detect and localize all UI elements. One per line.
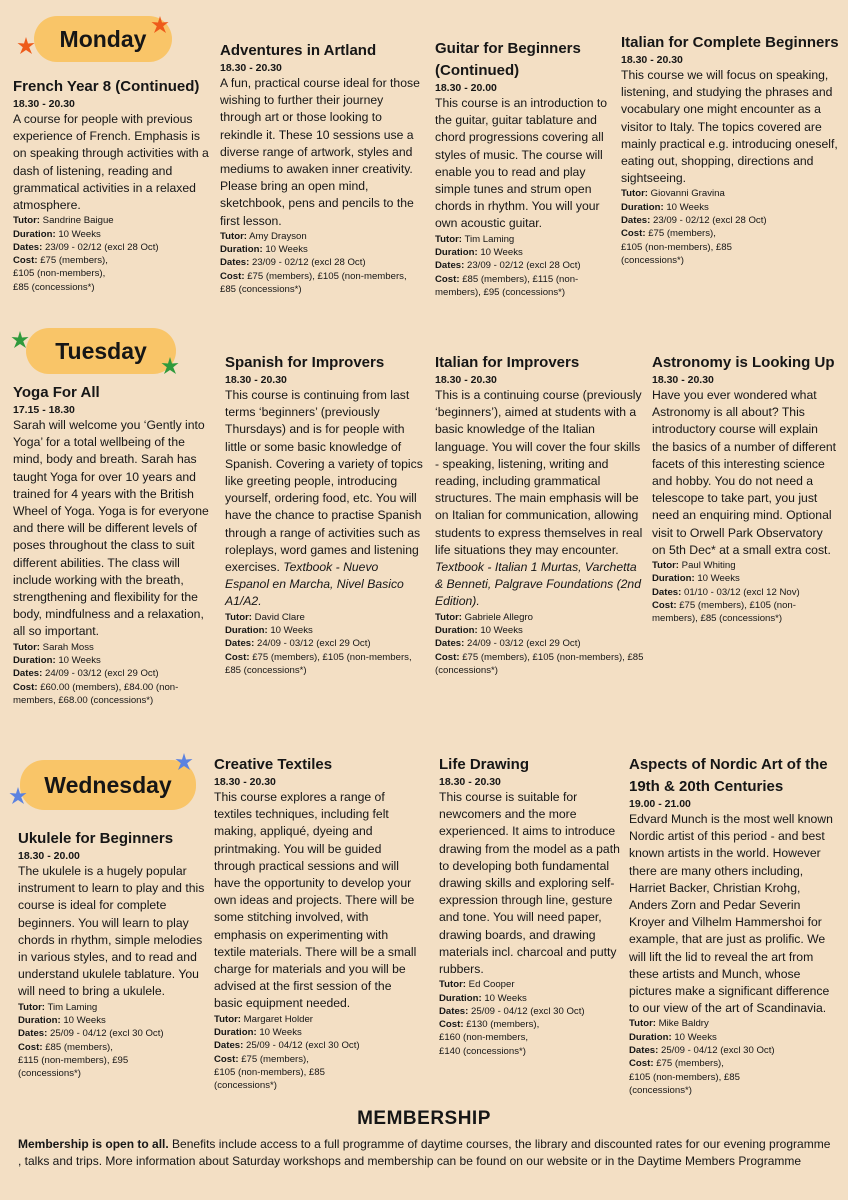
course-tutor: Tutor: David Clare: [225, 611, 305, 623]
course-title: Creative Textiles: [214, 756, 333, 773]
course-dates: Dates: 23/09 - 02/12 (excl 28 Oct): [621, 215, 767, 227]
course-tutor: Tutor: Sandrine Baigue: [13, 215, 114, 227]
course-spanish: [225, 352, 423, 677]
course-tutor: Tutor: Margaret Holder: [214, 1013, 313, 1025]
course-time: 19.00 - 21.00: [629, 798, 691, 810]
course-description: The ukulele is a hugely popular instrument to learn to play and this course is ideal for complete beginners. You will learn to play chords in rhythm, simple melodies in various styles, and to read and understand ukulele tablature. You will need to bring a ukulele.: [18, 864, 205, 999]
course-time: 18.30 - 20.30: [621, 54, 683, 66]
course-tutor: Tutor: Mike Baldry: [629, 1018, 709, 1030]
course-title: Italian for Improvers: [435, 354, 580, 371]
course-cost: Cost: £75 (members), £105 (non-members), £85 (concessions*): [621, 228, 732, 266]
course-tutor: Tutor: Tim Laming: [435, 233, 515, 245]
course-dates: Dates: 23/09 - 02/12 (excl 28 Oct): [13, 241, 159, 253]
course-duration: Duration: 10 Weeks: [220, 244, 308, 256]
course-duration: Duration: 10 Weeks: [652, 573, 740, 585]
course-ukulele: [18, 828, 208, 1080]
course-yoga: [13, 382, 213, 707]
day-label: Tuesday: [55, 337, 147, 364]
course-cost: Cost: £75 (members), £105 (non-members), £85 (concessions*): [13, 255, 108, 293]
course-dates: Dates: 24/09 - 03/12 (excl 29 Oct): [13, 668, 159, 680]
course-dates: Dates: 25/09 - 04/12 (excl 30 Oct): [18, 1028, 164, 1040]
course-duration: Duration: 10 Weeks: [621, 201, 709, 213]
course-description: This is a continuing course (previously ‘beginners’), aimed at students with a basic knowledge of the Italian language. You will cover the four skills - speaking, listening, writing and reading, including grammatical structures. The main emphasis will be on Italian for communication, allowing students to express themselves in real life situations they may encounter. Textbook - Italian 1 Murtas, Varchetta & Benneti, Palgrave Foundations (2nd Edition).: [435, 388, 643, 609]
course-title: Aspects of Nordic Art of the 19th & 20th Centuries: [629, 756, 828, 795]
course-tutor: Tutor: Paul Whiting: [652, 560, 736, 572]
course-description: This course is continuing from last terms ‘beginners’ (previously Thursdays) and is for people with little or some basic knowledge of Spanish. Covering a variety of topics like greeting people, introducing yourself, ordering food, etc. You will have the chance to practise Spanish through a range of activities such as roleplays, word games and listening exercises. Textbook - Nuevo Espanol en Marcha, Nivel Basico A1/A2.: [225, 388, 423, 609]
course-nordic: [629, 754, 837, 1097]
course-guitar: [435, 38, 617, 299]
course-time: 18.30 - 20.30: [13, 98, 75, 110]
course-time: 18.30 - 20.00: [18, 850, 80, 862]
course-time: 18.30 - 20.30: [214, 776, 276, 788]
course-french: [13, 76, 209, 294]
course-tutor: Tutor: Ed Cooper: [439, 979, 515, 991]
course-life-drawing: [439, 754, 621, 1058]
course-dates: Dates: 01/10 - 03/12 (excl 12 Nov): [652, 586, 800, 598]
course-time: 17.15 - 18.30: [13, 404, 75, 416]
course-time: 18.30 - 20.00: [435, 82, 497, 94]
course-duration: Duration: 10 Weeks: [225, 624, 313, 636]
course-title: Italian for Complete Beginners: [621, 34, 839, 51]
course-dates: Dates: 23/09 - 02/12 (excl 28 Oct): [435, 260, 581, 272]
course-title: Life Drawing: [439, 756, 530, 773]
course-cost: Cost: £85 (members), £115 (non-members), £95 (concessions*): [435, 273, 579, 298]
course-time: 18.30 - 20.30: [225, 374, 287, 386]
course-cost: Cost: £130 (members), £160 (non-members, £140 (concessions*): [439, 1019, 540, 1057]
course-tutor: Tutor: Amy Drayson: [220, 230, 307, 242]
membership-title: MEMBERSHIP: [357, 1108, 491, 1129]
membership-text: [18, 1136, 833, 1170]
course-duration: Duration: 10 Weeks: [13, 654, 101, 666]
course-title: Spanish for Improvers: [225, 354, 385, 371]
course-time: 18.30 - 20.30: [439, 776, 501, 788]
day-badge-tuesday: [26, 328, 176, 374]
course-description: A course for people with previous experience of French. Emphasis is on speaking through activities with a dash of listening, reading and grammatical activities in a relaxed atmosphere.: [13, 112, 209, 213]
course-duration: Duration: 10 Weeks: [435, 624, 523, 636]
course-description: Sarah will welcome you ‘Gently into Yoga’ for a total wellbeing of the mind, body and breath. Sarah has taught Yoga for over 10 years and trained for 4 years with the British Wheel of Yoga. Yoga is for everyone and there will be different levels of poses throughout the class to suit different abilities. The class will include working with the breath, strengthening and flexibility for the body, mindfulness and a relaxation, all so important.: [13, 418, 209, 639]
course-astronomy: [652, 352, 838, 626]
course-description: This course is suitable for newcomers and the more experienced. It aims to introduce drawing from the model as a path to developing both fundamental drawing skills and exploring self-expression through line, gesture and tone. You will need paper, drawing boards, and drawing materials incl. charcoal and putty rubbers.: [439, 790, 620, 977]
course-duration: Duration: 10 Weeks: [13, 228, 101, 240]
course-title: Guitar for Beginners (Continued): [435, 40, 581, 79]
course-dates: Dates: 25/09 - 04/12 (excl 30 Oct): [629, 1045, 775, 1057]
course-cost: Cost: £60.00 (members), £84.00 (non-members, £68.00 (concessions*): [13, 681, 179, 706]
course-artland: [220, 40, 422, 296]
course-title: Adventures in Artland: [220, 42, 377, 59]
course-duration: Duration: 10 Weeks: [435, 246, 523, 258]
course-italian-improvers: [435, 352, 645, 677]
course-textbook: Textbook - Italian 1 Murtas, Varchetta & Benneti, Palgrave Foundations (2nd Edition).: [435, 560, 641, 609]
course-duration: Duration: 10 Weeks: [214, 1026, 302, 1038]
course-cost: Cost: £75 (members), £105 (non-members), £85 (concessions*): [629, 1058, 740, 1096]
course-dates: Dates: 23/09 - 02/12 (excl 28 Oct): [220, 257, 366, 269]
course-description: Edvard Munch is the most well known Nordic artist of this period - and best known artists in the world. However there are many others including, Harriet Backer, Christian Krohg, Anders Zorn and Pedar Severin Kroyer and Vilhelm Hammershoi for example, that are just as prolific. We will lift the lid to reveal the art from these artists and Munch, whose pictures make a significant difference to our view of the art of Scandinavia.: [629, 812, 833, 1016]
course-italian-complete: [621, 32, 839, 267]
course-description: This course we will focus on speaking, listening, and studying the phrases and vocabulary one might encounter as a visitor to Italy. The topics covered are mainly practical e.g. introducing oneself, eating out, shopping, directions and sightseeing.: [621, 68, 838, 186]
course-textiles: [214, 754, 422, 1092]
course-time: 18.30 - 20.30: [652, 374, 714, 386]
course-cost: Cost: £75 (members), £105 (non-members, £85 (concessions*): [220, 270, 407, 296]
course-cost: Cost: £75 (members), £105 (non-members, £85 (concessions*): [225, 651, 412, 676]
membership-lead: Membership is open to all.: [18, 1137, 169, 1151]
course-tutor: Tutor: Giovanni Gravina: [621, 188, 725, 200]
course-dates: Dates: 25/09 - 04/12 (excl 30 Oct): [439, 1005, 585, 1017]
course-tutor: Tutor: Sarah Moss: [13, 641, 94, 653]
course-dates: Dates: 24/09 - 03/12 (excl 29 Oct): [435, 638, 581, 650]
course-duration: Duration: 10 Weeks: [629, 1031, 717, 1043]
course-dates: Dates: 25/09 - 04/12 (excl 30 Oct): [214, 1040, 360, 1052]
course-duration: Duration: 10 Weeks: [18, 1014, 106, 1026]
course-cost: Cost: £75 (members), £105 (non-members), £85 (concessions*): [435, 651, 644, 676]
course-title: Yoga For All: [13, 384, 100, 401]
course-time: 18.30 - 20.30: [220, 62, 282, 74]
course-description: This course explores a range of textiles techniques, including felt making, appliqué, dyeing and printmaking. You will be guided through practical sessions and will have the opportunity to develop your own ideas and projects. There will be some stitching involved, with emphasis on experimenting with textile materials. There will be a small charge for materials and you will be advised at the first session of the basic equipment needed.: [214, 790, 417, 1011]
day-label: Wednesday: [44, 771, 172, 798]
membership-body: Benefits include access to a full programme of daytime courses, the library and discounted rates for our evening programme , talks and trips. More information about Saturday workshops and membership can be found on our website or in the Daytime Members Programme: [18, 1137, 831, 1168]
course-cost: Cost: £85 (members), £115 (non-members), £95 (concessions*): [18, 1041, 129, 1080]
course-duration: Duration: 10 Weeks: [439, 992, 527, 1004]
day-badge-wednesday: [20, 760, 196, 810]
course-textbook: Textbook - Nuevo Espanol en Marcha, Nivel Basico A1/A2.: [225, 560, 404, 609]
course-time: 18.30 - 20.30: [435, 374, 497, 386]
course-description: A fun, practical course ideal for those wishing to further their journey through art or those looking to rekindle it. These 10 sessions use a diverse range of artwork, styles and mediums to awaken inner creativity. Please bring an open mind, sketchbook, pens and pencils to the first lesson.: [220, 76, 420, 228]
course-tutor: Tutor: Tim Laming: [18, 1001, 98, 1013]
course-dates: Dates: 24/09 - 03/12 (excl 29 Oct): [225, 638, 371, 650]
course-title: Ukulele for Beginners: [18, 830, 174, 847]
course-title: Astronomy is Looking Up: [652, 354, 835, 371]
course-cost: Cost: £75 (members), £105 (non-members), £85 (concessions*): [652, 599, 796, 625]
day-label: Monday: [59, 25, 147, 52]
course-title: French Year 8 (Continued): [13, 78, 200, 95]
course-description: Have you ever wondered what Astronomy is all about? This introductory course will explain the basics of a number of different facets of this interesting science and hobby. You do not need a telescope to take part, you just need an enquiring mind. Optional visit to Orwell Park Observatory on 5th Dec* at a small extra cost.: [652, 388, 837, 557]
course-cost: Cost: £75 (members), £105 (non-members), £85 (concessions*): [214, 1053, 325, 1092]
course-description: This course is an introduction to the guitar, guitar tablature and chord progressions covering all styles of music. The course will enable you to read and play simple tunes and strum open chords in rhythm. You will your own acoustic guitar.: [435, 96, 608, 231]
course-tutor: Tutor: Gabriele Allegro: [435, 611, 533, 623]
